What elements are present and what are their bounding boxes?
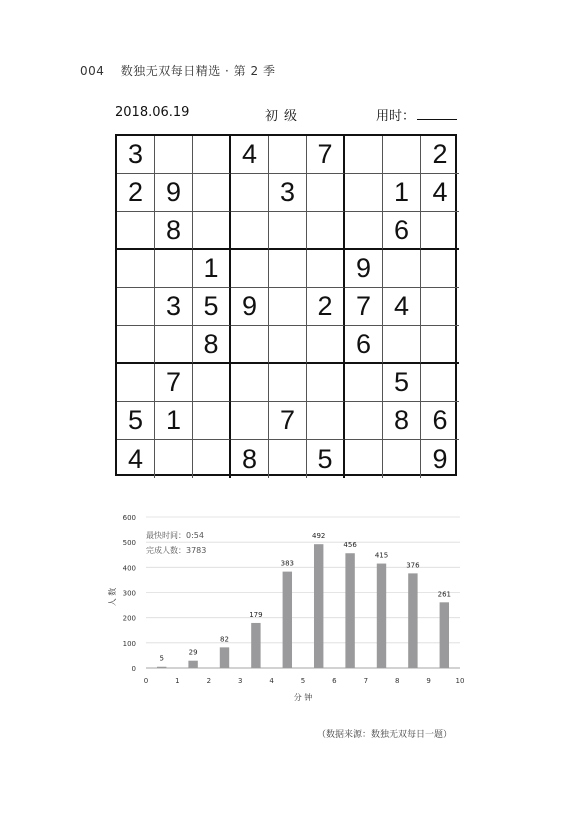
sudoku-cell[interactable] (193, 402, 231, 440)
sudoku-cell[interactable]: 7 (269, 402, 307, 440)
sudoku-cell[interactable]: 2 (307, 288, 345, 326)
y-tick-label: 200 (122, 614, 136, 623)
bar (408, 573, 417, 668)
x-axis-label: 分 钟 (293, 693, 313, 702)
sudoku-cell[interactable] (345, 212, 383, 250)
x-tick-label: 1 (175, 677, 180, 685)
sudoku-cell[interactable]: 5 (383, 364, 421, 402)
sudoku-cell[interactable]: 3 (269, 174, 307, 212)
sudoku-cell[interactable]: 8 (231, 440, 269, 478)
sudoku-cell[interactable]: 5 (117, 402, 155, 440)
sudoku-grid (115, 134, 457, 476)
sudoku-cell[interactable]: 7 (345, 288, 383, 326)
bar-data-label: 383 (280, 559, 294, 568)
time-field[interactable] (376, 105, 457, 124)
bar (251, 623, 260, 668)
bar-data-label: 456 (343, 541, 357, 550)
y-tick-label: 500 (122, 539, 136, 548)
sudoku-cell[interactable]: 8 (383, 402, 421, 440)
sudoku-cell[interactable]: 7 (307, 136, 345, 174)
book-title: 数独无双每日精选 · 第 2 季 (120, 64, 276, 78)
sudoku-cell[interactable] (307, 250, 345, 288)
sudoku-cell[interactable] (231, 326, 269, 364)
sudoku-cell[interactable] (345, 440, 383, 478)
sudoku-cell[interactable]: 2 (421, 136, 459, 174)
sudoku-cell[interactable] (231, 364, 269, 402)
y-tick-label: 100 (122, 639, 136, 648)
sudoku-cell[interactable] (117, 212, 155, 250)
bar-data-label: 415 (374, 551, 389, 560)
sudoku-cell[interactable]: 4 (421, 174, 459, 212)
x-tick-label: 8 (394, 677, 400, 685)
bar-data-label: 5 (159, 654, 164, 663)
sudoku-cell[interactable]: 6 (383, 212, 421, 250)
sudoku-cell[interactable] (193, 364, 231, 402)
sudoku-cell[interactable] (307, 326, 345, 364)
bar-data-label: 261 (437, 590, 451, 599)
sudoku-cell[interactable]: 5 (193, 288, 231, 326)
completion-count-annotation: 完成人数：3783 (146, 546, 207, 555)
sudoku-cell[interactable] (231, 174, 269, 212)
sudoku-cell[interactable] (307, 364, 345, 402)
sudoku-cell[interactable]: 9 (155, 174, 193, 212)
sudoku-cell[interactable] (383, 250, 421, 288)
sudoku-cell[interactable] (155, 440, 193, 478)
sudoku-cell[interactable] (269, 440, 307, 478)
y-tick-label: 600 (122, 514, 136, 522)
sudoku-cell[interactable] (117, 364, 155, 402)
bar-data-label: 179 (249, 610, 263, 619)
y-axis-label: 人 数 (108, 587, 117, 607)
sudoku-cell[interactable] (383, 440, 421, 478)
x-tick-label: 6 (332, 677, 337, 685)
sudoku-cell[interactable] (231, 212, 269, 250)
sudoku-cell[interactable] (269, 250, 307, 288)
sudoku-cell[interactable] (269, 364, 307, 402)
y-tick-label: 300 (122, 589, 136, 598)
bar (345, 553, 354, 668)
sudoku-cell[interactable] (269, 288, 307, 326)
sudoku-cell[interactable]: 4 (383, 288, 421, 326)
sudoku-cell[interactable] (345, 174, 383, 212)
sudoku-cell[interactable] (383, 326, 421, 364)
sudoku-cell[interactable] (155, 326, 193, 364)
sudoku-cell[interactable] (231, 250, 269, 288)
sudoku-cell[interactable] (269, 136, 307, 174)
bar (283, 572, 292, 668)
time-blank[interactable] (417, 107, 457, 120)
sudoku-cell[interactable]: 1 (155, 402, 193, 440)
sudoku-cell[interactable] (117, 326, 155, 364)
sudoku-cell[interactable] (345, 364, 383, 402)
sudoku-cell[interactable]: 7 (155, 364, 193, 402)
sudoku-cell[interactable] (193, 212, 231, 250)
sudoku-cell[interactable] (269, 212, 307, 250)
x-tick-label: 0 (143, 677, 149, 685)
sudoku-cell[interactable] (193, 174, 231, 212)
sudoku-cell[interactable]: 1 (193, 250, 231, 288)
sudoku-cell[interactable] (231, 402, 269, 440)
sudoku-cell[interactable] (193, 136, 231, 174)
bar-data-label: 29 (188, 648, 198, 657)
sudoku-cell[interactable]: 1 (383, 174, 421, 212)
y-tick-label: 0 (131, 665, 136, 673)
sudoku-cell[interactable] (383, 136, 421, 174)
bar (377, 564, 386, 668)
sudoku-cell[interactable] (155, 136, 193, 174)
sudoku-cell[interactable]: 5 (307, 440, 345, 478)
sudoku-cell[interactable]: 3 (117, 136, 155, 174)
sudoku-cell[interactable] (421, 212, 459, 250)
bar-data-label: 82 (220, 635, 229, 644)
y-tick-label: 400 (122, 564, 136, 573)
page-number: 004 (80, 64, 105, 78)
sudoku-cell[interactable] (117, 288, 155, 326)
page-header (80, 62, 275, 79)
x-tick-label: 4 (269, 677, 274, 685)
sudoku-cell[interactable] (345, 136, 383, 174)
sudoku-cell[interactable] (421, 326, 459, 364)
sudoku-cell[interactable] (307, 212, 345, 250)
sudoku-cell[interactable] (421, 288, 459, 326)
puzzle-date: 2018.06.19 (115, 105, 190, 120)
data-source-note: （数据来源：数独无双每日一题） (317, 730, 453, 740)
sudoku-cell[interactable]: 9 (231, 288, 269, 326)
sudoku-cell[interactable]: 4 (231, 136, 269, 174)
sudoku-cell[interactable] (155, 250, 193, 288)
sudoku-cell[interactable] (307, 174, 345, 212)
sudoku-cell[interactable] (307, 402, 345, 440)
sudoku-cell[interactable] (193, 440, 231, 478)
sudoku-cell[interactable]: 3 (155, 288, 193, 326)
x-tick-label: 9 (426, 677, 431, 685)
sudoku-cell[interactable] (421, 364, 459, 402)
puzzle-level: 初级 (265, 109, 304, 124)
bar-data-label: 492 (312, 532, 326, 541)
bar (220, 647, 229, 668)
bar (188, 661, 197, 668)
bar (314, 544, 323, 668)
x-tick-label: 5 (300, 677, 306, 685)
sudoku-cell[interactable]: 2 (117, 174, 155, 212)
sudoku-cell[interactable] (269, 326, 307, 364)
sudoku-cell[interactable]: 9 (345, 250, 383, 288)
sudoku-cell[interactable]: 8 (193, 326, 231, 364)
bar-data-label: 376 (406, 561, 420, 570)
time-label: 用时： (375, 109, 415, 124)
x-tick-label: 3 (237, 677, 243, 685)
sudoku-cell[interactable]: 9 (432, 443, 448, 474)
time-distribution-chart (0, 505, 582, 705)
sudoku-cell[interactable]: 6 (421, 402, 459, 440)
fastest-time-annotation: 最快时间：0:54 (146, 531, 204, 540)
x-tick-label: 10 (455, 677, 465, 685)
sudoku-cell[interactable]: 4 (117, 440, 155, 478)
puzzle-info (115, 105, 457, 125)
x-tick-label: 7 (363, 677, 369, 685)
sudoku-cell[interactable]: 8 (155, 212, 193, 250)
sudoku-cell[interactable] (345, 402, 383, 440)
sudoku-cell[interactable] (421, 250, 459, 288)
bar (440, 602, 449, 668)
sudoku-cell[interactable]: 6 (345, 326, 383, 364)
sudoku-cell[interactable] (117, 250, 155, 288)
x-tick-label: 2 (206, 677, 212, 685)
bar (157, 667, 166, 668)
